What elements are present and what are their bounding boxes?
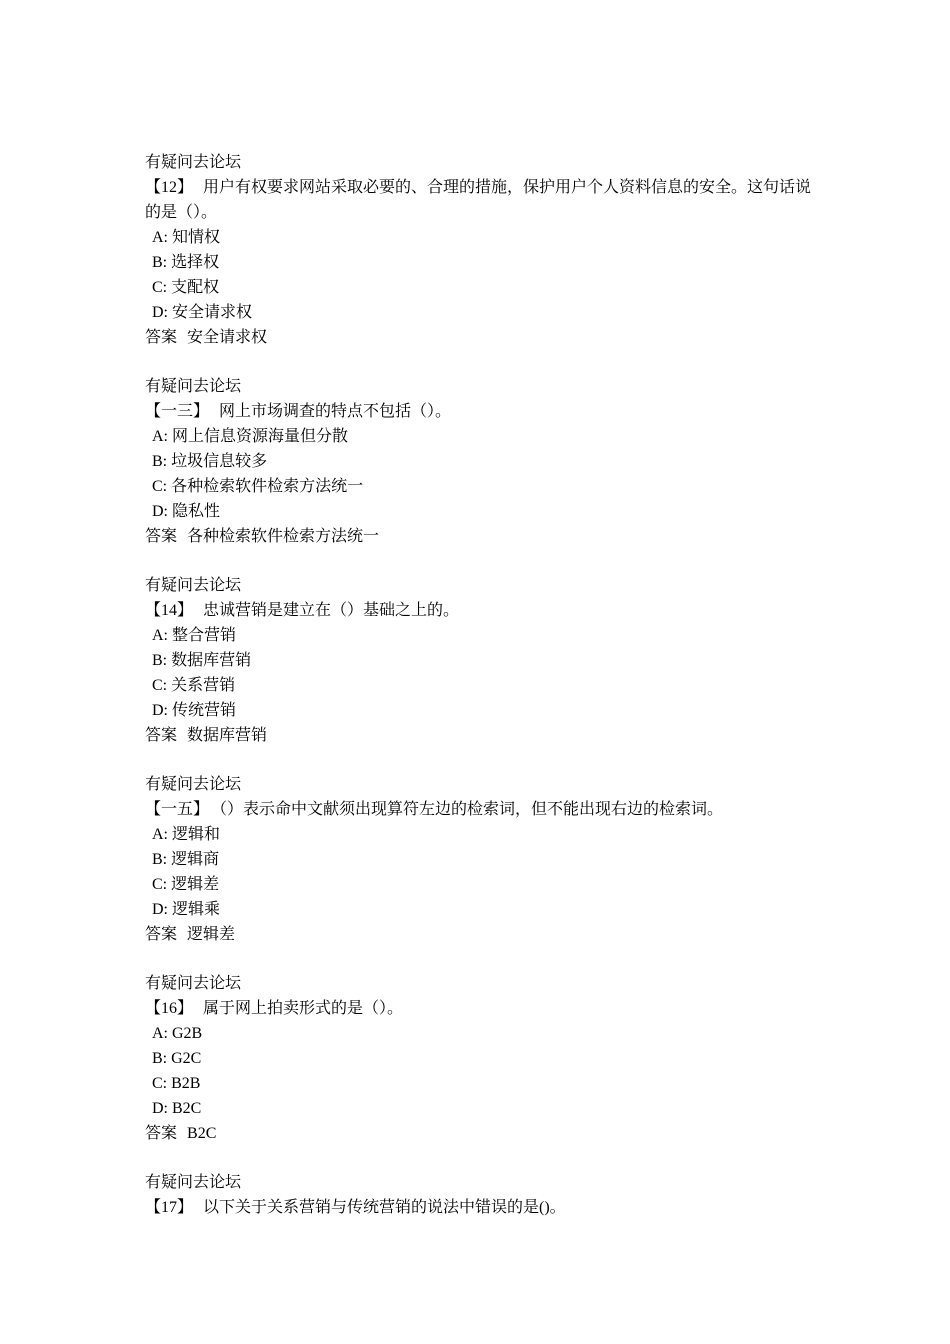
question-number: 【17】 bbox=[145, 1199, 194, 1216]
answer-value: 安全请求权 bbox=[187, 329, 268, 346]
question-number: 【14】 bbox=[145, 602, 194, 619]
question-block bbox=[145, 1170, 815, 1220]
answer-value: B2C bbox=[187, 1125, 217, 1142]
forum-link[interactable]: 有疑问去论坛 bbox=[145, 378, 242, 395]
question-text-line bbox=[145, 598, 815, 623]
document-page bbox=[145, 150, 815, 1244]
question-text: 属于网上拍卖形式的是（）。 bbox=[203, 1000, 404, 1017]
option-d: D: 逻辑乘 bbox=[152, 901, 221, 918]
answer-label: 答案 bbox=[145, 329, 178, 346]
answer-value: 各种检索软件检索方法统一 bbox=[187, 528, 380, 545]
question-block bbox=[145, 374, 815, 549]
answer-label: 答案 bbox=[145, 528, 178, 545]
question-text: 网上市场调查的特点不包括（）。 bbox=[219, 403, 452, 420]
forum-link[interactable]: 有疑问去论坛 bbox=[145, 577, 242, 594]
question-text-line bbox=[145, 399, 815, 424]
forum-link[interactable]: 有疑问去论坛 bbox=[145, 154, 242, 171]
option-a: A: 逻辑和 bbox=[152, 826, 221, 843]
question-block bbox=[145, 772, 815, 947]
option-a: A: 整合营销 bbox=[152, 627, 237, 644]
option-a: A: 网上信息资源海量但分散 bbox=[152, 428, 349, 445]
answer-value: 数据库营销 bbox=[187, 727, 268, 744]
option-b: B: 逻辑商 bbox=[152, 851, 220, 868]
option-b: B: 选择权 bbox=[152, 254, 220, 271]
forum-link[interactable]: 有疑问去论坛 bbox=[145, 776, 242, 793]
answer-value: 逻辑差 bbox=[187, 926, 236, 943]
answer-line bbox=[145, 524, 815, 549]
option-a: A: 知情权 bbox=[152, 229, 221, 246]
forum-link[interactable]: 有疑问去论坛 bbox=[145, 975, 242, 992]
question-number: 【一三】 bbox=[145, 403, 210, 420]
question-text: （）表示命中文献须出现算符左边的检索词，但不能出现右边的检索词。 bbox=[219, 801, 724, 818]
option-c: C: 逻辑差 bbox=[152, 876, 220, 893]
answer-label: 答案 bbox=[145, 926, 178, 943]
question-text-line bbox=[145, 996, 815, 1021]
question-block bbox=[145, 573, 815, 748]
option-d: D: 安全请求权 bbox=[152, 304, 253, 321]
forum-link[interactable]: 有疑问去论坛 bbox=[145, 1174, 242, 1191]
answer-label: 答案 bbox=[145, 1125, 178, 1142]
option-a: A: G2B bbox=[152, 1025, 203, 1042]
answer-label: 答案 bbox=[145, 727, 178, 744]
question-text: 用户有权要求网站采取必要的、合理的措施，保护用户个人资料信息的安全。这句话说的是（）。 bbox=[145, 179, 812, 221]
option-c: C: 关系营销 bbox=[152, 677, 236, 694]
answer-line bbox=[145, 723, 815, 748]
question-block bbox=[145, 971, 815, 1146]
option-c: C: 各种检索软件检索方法统一 bbox=[152, 478, 364, 495]
question-text-line bbox=[145, 175, 815, 225]
option-d: D: 隐私性 bbox=[152, 503, 221, 520]
question-number: 【12】 bbox=[145, 179, 194, 196]
option-b: B: G2C bbox=[152, 1050, 202, 1067]
question-number: 【16】 bbox=[145, 1000, 194, 1017]
question-number: 【一五】 bbox=[145, 801, 210, 818]
question-text: 忠诚营销是建立在（）基础之上的。 bbox=[203, 602, 460, 619]
option-c: C: 支配权 bbox=[152, 279, 220, 296]
answer-line bbox=[145, 1121, 815, 1146]
option-d: D: 传统营销 bbox=[152, 702, 237, 719]
question-text: 以下关于关系营销与传统营销的说法中错误的是()。 bbox=[203, 1199, 566, 1216]
question-text-line bbox=[145, 797, 815, 822]
option-d: D: B2C bbox=[152, 1100, 202, 1117]
option-b: B: 数据库营销 bbox=[152, 652, 252, 669]
answer-line bbox=[145, 922, 815, 947]
question-block bbox=[145, 150, 815, 350]
option-c: C: B2B bbox=[152, 1075, 201, 1092]
question-text-line bbox=[145, 1195, 815, 1220]
answer-line bbox=[145, 325, 815, 350]
option-b: B: 垃圾信息较多 bbox=[152, 453, 268, 470]
